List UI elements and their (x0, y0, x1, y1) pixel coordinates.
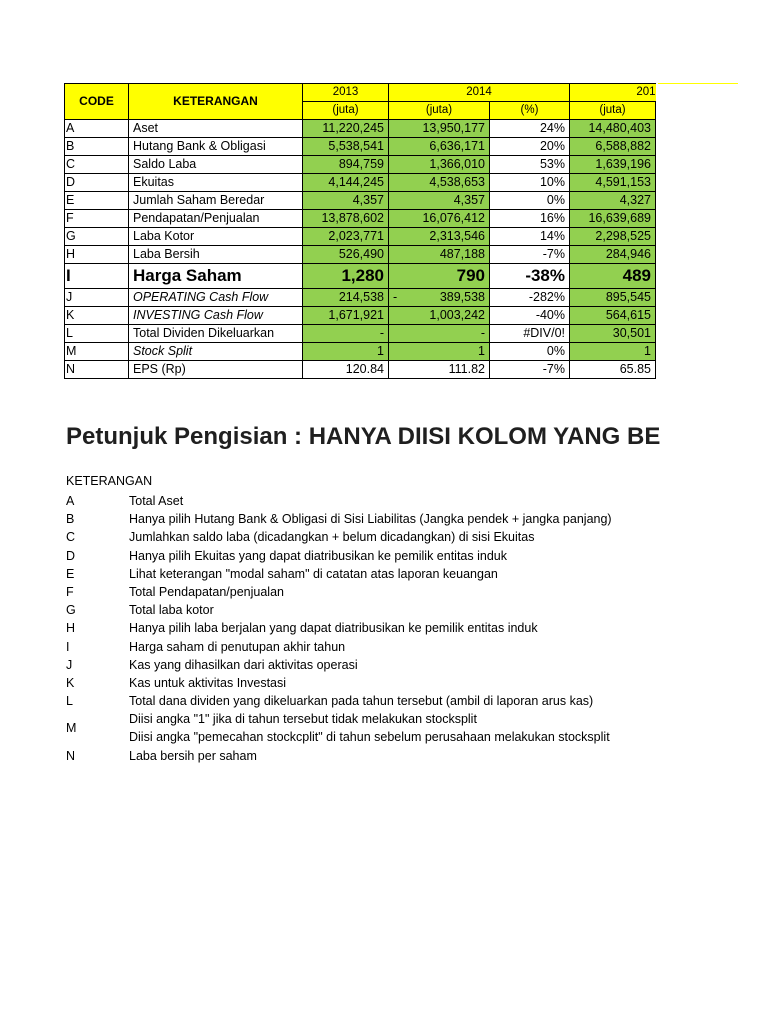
table-row (65, 192, 745, 210)
cell-2013[interactable]: 2,023,771 (303, 228, 389, 246)
instruction-key: B (66, 512, 75, 527)
cell-blank (656, 138, 745, 156)
cell-blank (656, 246, 745, 264)
cell-blank (656, 156, 745, 174)
row-label: Total Dividen Dikeluarkan (129, 325, 303, 343)
financial-table (64, 83, 745, 379)
header-year-2013: 2013 (303, 84, 389, 102)
cell-2013[interactable]: 13,878,602 (303, 210, 389, 228)
row-label: Saldo Laba (129, 156, 303, 174)
cell-2015[interactable]: 895,545 (570, 289, 656, 307)
instruction-item (66, 638, 746, 656)
instruction-text: Total Aset (129, 494, 184, 508)
cell-2014[interactable]: 1,003,242 (389, 307, 490, 325)
cell-blank (656, 192, 745, 210)
cell-2015[interactable]: 1 (570, 343, 656, 361)
cell-2013[interactable]: 894,759 (303, 156, 389, 174)
header-code: CODE (65, 84, 129, 120)
instruction-item (66, 547, 746, 565)
instruction-item (66, 565, 746, 583)
instruction-item (66, 492, 746, 510)
table-row (65, 361, 745, 379)
row-label: Aset (129, 120, 303, 138)
instruction-text: Laba bersih per saham (129, 748, 257, 763)
cell-2014[interactable]: 2,313,546 (389, 228, 490, 246)
cell-2015[interactable]: 4,591,153 (570, 174, 656, 192)
row-label: Pendapatan/Penjualan (129, 210, 303, 228)
table-row (65, 307, 745, 325)
row-label: Jumlah Saham Beredar (129, 192, 303, 210)
cell-pct: -40% (490, 307, 570, 325)
cell-2013[interactable]: 1 (303, 343, 389, 361)
table-row (65, 120, 745, 138)
header-empty (656, 84, 745, 102)
cell-2015[interactable]: 30,501 (570, 325, 656, 343)
cell-2013[interactable]: 214,538 (303, 289, 389, 307)
instruction-item (66, 601, 746, 619)
cell-pct: 53% (490, 156, 570, 174)
table-row (65, 210, 745, 228)
cell-2014[interactable]: 6,636,171 (389, 138, 490, 156)
instruction-key: J (66, 657, 73, 672)
table-row (65, 325, 745, 343)
instruction-text: Diisi angka "1" jika di tahun tersebut tidak melakukan stocksplit (129, 712, 477, 727)
row-label: Laba Kotor (129, 228, 303, 246)
cell-pct: -282% (490, 289, 570, 307)
instruction-text: Total Pendapatan/penjualan (129, 584, 284, 599)
row-code: N (65, 361, 129, 379)
row-label: Stock Split (129, 343, 303, 361)
cell-pct: 16% (490, 210, 570, 228)
cell-pct: -7% (490, 361, 570, 379)
cell-pct: 14% (490, 228, 570, 246)
cell-pct: 0% (490, 343, 570, 361)
instruction-item (66, 710, 746, 746)
table-row (65, 138, 745, 156)
cell-2014[interactable] (389, 289, 490, 307)
instruction-key: E (66, 566, 75, 581)
cell-blank (656, 174, 745, 192)
cell-2014[interactable]: 790 (389, 264, 490, 289)
header-unit-2014: (juta) (389, 102, 490, 120)
instruction-item (66, 583, 746, 601)
cell-pct: 0% (490, 192, 570, 210)
cell-pct: 24% (490, 120, 570, 138)
instruction-item (66, 656, 746, 674)
instructions-title: Petunjuk Pengisian : HANYA DIISI KOLOM YANG BE (66, 423, 661, 450)
table-row (65, 289, 745, 307)
instruction-item (66, 692, 746, 710)
cell-blank (656, 307, 745, 325)
cell-pct: 10% (490, 174, 570, 192)
row-code: G (65, 228, 129, 246)
table-row (65, 264, 745, 289)
negative-sign: - (393, 290, 398, 304)
cell-2013[interactable]: 4,144,245 (303, 174, 389, 192)
table-row (65, 156, 745, 174)
header-unit-2013: (juta) (303, 102, 389, 120)
row-label: Hutang Bank & Obligasi (129, 138, 303, 156)
instruction-item (66, 674, 746, 692)
cell-2015[interactable]: 6,588,882 (570, 138, 656, 156)
cell-pct: -7% (490, 246, 570, 264)
header-unit-2015: (juta) (570, 102, 656, 120)
cell-blank (656, 343, 745, 361)
instruction-key: I (66, 639, 70, 654)
cell-2014[interactable]: 487,188 (389, 246, 490, 264)
row-label: Laba Bersih (129, 246, 303, 264)
cell-blank (656, 289, 745, 307)
row-code: E (65, 192, 129, 210)
cell-2015[interactable]: 4,327 (570, 192, 656, 210)
cell-2013[interactable]: 5,538,541 (303, 138, 389, 156)
table-row (65, 343, 745, 361)
row-code: J (65, 289, 129, 307)
header-year-2014: 2014 (389, 84, 570, 102)
row-code: M (65, 343, 129, 361)
cell-2015[interactable]: 14,480,403 (570, 120, 656, 138)
cell-blank (656, 120, 745, 138)
instructions-heading: KETERANGAN (66, 474, 153, 488)
cell-pct: -38% (490, 264, 570, 289)
cell-2015[interactable]: 564,615 (570, 307, 656, 325)
cell-pct: #DIV/0! (490, 325, 570, 343)
cell-2013[interactable]: 1,280 (303, 264, 389, 289)
instruction-text: Kas yang dihasilkan dari aktivitas operasi (129, 657, 358, 672)
cell-2015[interactable]: 284,946 (570, 246, 656, 264)
cell-2014[interactable]: 111.82 (389, 361, 490, 379)
row-label: Harga Saham (129, 264, 303, 289)
cell-2014[interactable]: 1,366,010 (389, 156, 490, 174)
header-keterangan: KETERANGAN (129, 84, 303, 120)
cell-2013[interactable]: 526,490 (303, 246, 389, 264)
cell-blank (656, 325, 745, 343)
row-code: H (65, 246, 129, 264)
cell-2013[interactable]: - (303, 325, 389, 343)
financial-data-sheet (64, 83, 768, 388)
instruction-item (66, 619, 746, 637)
cell-2015[interactable]: 2,298,525 (570, 228, 656, 246)
table-row (65, 228, 745, 246)
instruction-text: Hanya pilih laba berjalan yang dapat diatribusikan ke pemilik entitas induk (129, 621, 538, 636)
instruction-text: Jumlahkan saldo laba (dicadangkan + belum dicadangkan) di sisi Ekuitas (129, 530, 535, 545)
instruction-item (66, 747, 746, 765)
instruction-key: D (66, 548, 76, 563)
cell-2015[interactable]: 1,639,196 (570, 156, 656, 174)
instruction-text: Diisi angka "pemecahan stockcplit" di tahun sebelum perusahaan melakukan stocksplit (129, 730, 610, 745)
instruction-key: H (66, 621, 76, 636)
row-code: K (65, 307, 129, 325)
instruction-text: Total laba kotor (129, 603, 214, 618)
cell-2013[interactable]: 11,220,245 (303, 120, 389, 138)
cell-2014[interactable]: 13,950,177 (389, 120, 490, 138)
row-label: OPERATING Cash Flow (129, 289, 303, 307)
row-code: C (65, 156, 129, 174)
row-code: A (65, 120, 129, 138)
instruction-key: K (66, 675, 75, 690)
instruction-text: Hanya pilih Hutang Bank & Obligasi di Sisi Liabilitas (Jangka pendek + jangka panjang) (129, 512, 612, 527)
instruction-text: Hanya pilih Ekuitas yang dapat diatribusikan ke pemilik entitas induk (129, 548, 507, 563)
instruction-text: Kas untuk aktivitas Investasi (129, 675, 287, 690)
row-code: F (65, 210, 129, 228)
instruction-key: F (66, 584, 74, 599)
instruction-text: Total dana dividen yang dikeluarkan pada tahun tersebut (ambil di laporan arus kas) (129, 694, 594, 709)
instruction-key: A (66, 494, 75, 508)
instruction-text: Harga saham di penutupan akhir tahun (129, 639, 346, 654)
cell-blank (656, 228, 745, 246)
cell-2014[interactable]: 4,357 (389, 192, 490, 210)
row-label: EPS (Rp) (129, 361, 303, 379)
table-row (65, 246, 745, 264)
row-code: L (65, 325, 129, 343)
row-code: I (65, 264, 129, 289)
instruction-item (66, 528, 746, 546)
instruction-key: N (66, 748, 76, 763)
cell-blank (656, 361, 745, 379)
cell-blank (656, 264, 745, 289)
row-code: D (65, 174, 129, 192)
instruction-key: G (66, 603, 76, 618)
instruction-text: Lihat keterangan "modal saham" di catatan atas laporan keuangan (129, 566, 498, 581)
header-empty (656, 102, 745, 120)
cell-pct: 20% (490, 138, 570, 156)
cell-value: 389,538 (439, 290, 485, 304)
instruction-key: M (66, 721, 77, 736)
row-code: B (65, 138, 129, 156)
cell-2015[interactable]: 65.85 (570, 361, 656, 379)
cell-2013[interactable]: 120.84 (303, 361, 389, 379)
cell-2014[interactable]: 4,538,653 (389, 174, 490, 192)
cell-2014[interactable]: 16,076,412 (389, 210, 490, 228)
instruction-key: L (66, 694, 73, 709)
row-label: Ekuitas (129, 174, 303, 192)
cell-2015[interactable]: 489 (570, 264, 656, 289)
header-unit-pct: (%) (490, 102, 570, 120)
cell-2013[interactable]: 4,357 (303, 192, 389, 210)
instruction-key: C (66, 530, 76, 545)
instructions-list (66, 492, 746, 765)
cell-blank (656, 210, 745, 228)
instruction-item (66, 510, 746, 528)
table-row (65, 174, 745, 192)
cell-2015[interactable]: 16,639,689 (570, 210, 656, 228)
row-label: INVESTING Cash Flow (129, 307, 303, 325)
header-year-2015: 201 (570, 84, 656, 102)
cell-2014[interactable]: 1 (389, 343, 490, 361)
cell-2014[interactable]: - (389, 325, 490, 343)
cell-2013[interactable]: 1,671,921 (303, 307, 389, 325)
